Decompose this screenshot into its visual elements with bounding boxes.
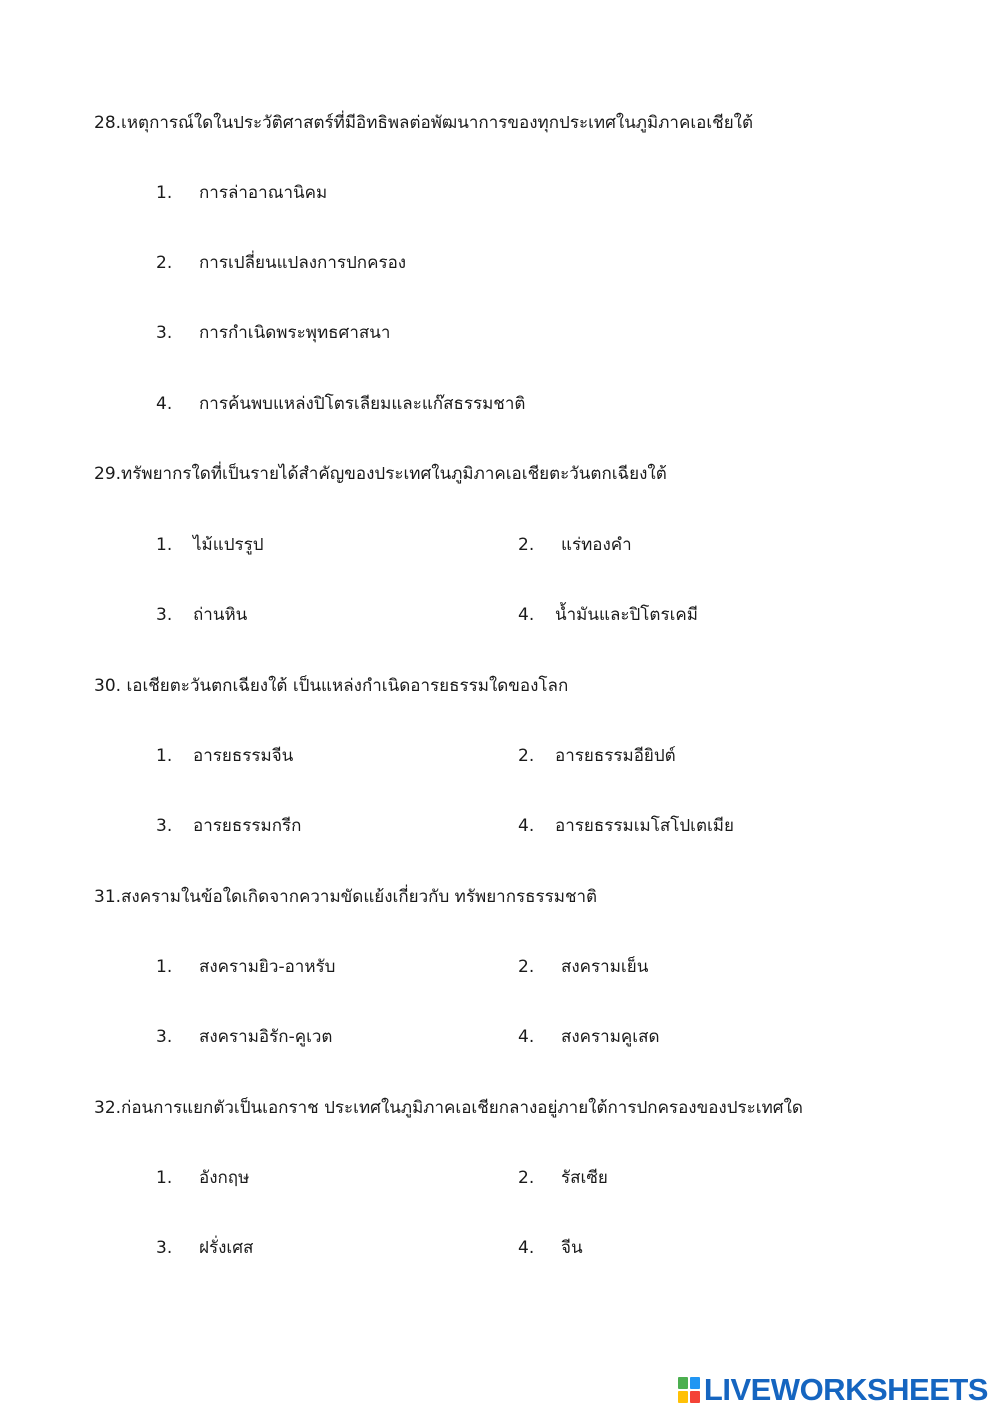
logo-square-red — [690, 1391, 700, 1403]
option-text: น้ำมันและปิโตรเคมี — [555, 605, 698, 625]
option-text: อารยธรรมเมโสโปเตเมีย — [555, 816, 734, 836]
option-number: 1. — [156, 1168, 173, 1188]
option-text: อังกฤษ — [199, 1168, 250, 1188]
option-text: แร่ทองคำ — [561, 535, 632, 555]
option-text: อารยธรรมอียิปต์ — [555, 746, 676, 766]
liveworksheets-logo-icon — [678, 1377, 700, 1403]
option-number: 3. — [156, 1238, 173, 1258]
brand-name: LIVEWORKSHEETS — [703, 1372, 988, 1407]
option-number: 1. — [156, 957, 173, 977]
option-text: ฝรั่งเศส — [199, 1238, 254, 1258]
option-number: 2. — [518, 1168, 535, 1188]
option-number: 2. — [156, 253, 173, 273]
option-number: 2. — [518, 746, 535, 766]
option-number: 4. — [518, 1238, 535, 1258]
liveworksheets-brand[interactable] — [678, 1372, 988, 1408]
option-text: อารยธรรมกรีก — [193, 816, 302, 836]
option-text: สงครามเย็น — [561, 957, 649, 977]
option-number: 1. — [156, 746, 173, 766]
option-number: 4. — [518, 1027, 535, 1047]
option-text: รัสเซีย — [561, 1168, 608, 1188]
option-number: 4. — [156, 394, 173, 414]
option-number: 4. — [518, 605, 535, 625]
option-text: การค้นพบแหล่งปิโตรเลียมและแก๊สธรรมชาติ — [199, 394, 526, 414]
option-text: การเปลี่ยนแปลงการปกครอง — [199, 253, 407, 273]
option-number: 4. — [518, 816, 535, 836]
question-30: 30. เอเชียตะวันตกเฉียงใต้ เป็นแหล่งกำเนิดอารยธรรมใดของโลก — [94, 676, 569, 696]
option-number: 3. — [156, 323, 173, 343]
option-text: สงครามคูเสด — [561, 1027, 660, 1047]
option-number: 3. — [156, 1027, 173, 1047]
option-text: ถ่านหิน — [193, 605, 248, 625]
option-text: อารยธรรมจีน — [193, 746, 294, 766]
option-text: สงครามอิรัก-คูเวต — [199, 1027, 333, 1047]
option-number: 3. — [156, 605, 173, 625]
question-28: 28.เหตุการณ์ใดในประวัติศาสตร์ที่มีอิทธิพลต่อพัฒนาการของทุกประเทศในภูมิภาคเอเชียใต้ — [94, 113, 754, 133]
logo-square-blue — [690, 1377, 700, 1389]
option-text: การกำเนิดพระพุทธศาสนา — [199, 323, 391, 343]
option-number: 1. — [156, 183, 173, 203]
option-text: ไม้แปรรูป — [193, 535, 264, 555]
option-number: 3. — [156, 816, 173, 836]
question-29: 29.ทรัพยากรใดที่เป็นรายได้สำคัญของประเทศในภูมิภาคเอเชียตะวันตกเฉียงใต้ — [94, 464, 667, 484]
question-31: 31.สงครามในข้อใดเกิดจากความขัดแย้งเกี่ยวกับ ทรัพยากรธรรมชาติ — [94, 887, 598, 907]
option-number: 2. — [518, 957, 535, 977]
logo-square-green — [678, 1377, 688, 1389]
option-text: การล่าอาณานิคม — [199, 183, 328, 203]
question-32: 32.ก่อนการแยกตัวเป็นเอกราช ประเทศในภูมิภาคเอเชียกลางอยู่ภายใต้การปกครองของประเทศใด — [94, 1098, 803, 1118]
option-text: จีน — [561, 1238, 583, 1258]
logo-square-yellow — [678, 1391, 688, 1403]
option-number: 2. — [518, 535, 535, 555]
option-number: 1. — [156, 535, 173, 555]
option-text: สงครามยิว-อาหรับ — [199, 957, 336, 977]
